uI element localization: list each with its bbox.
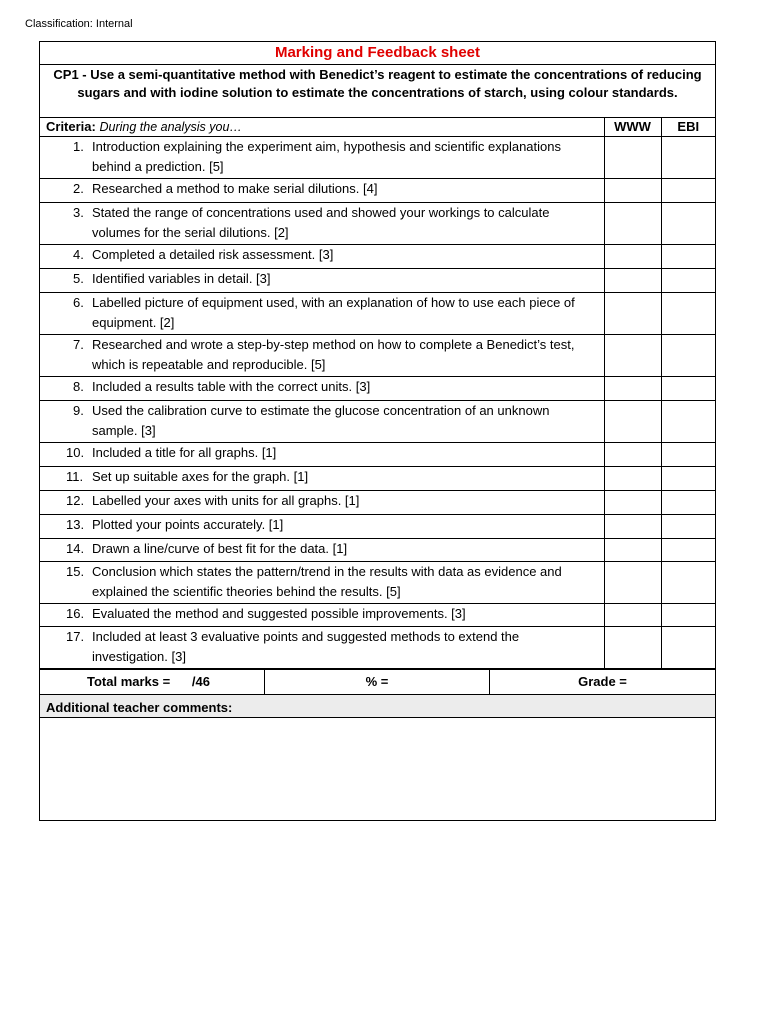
criterion-cell [40, 490, 604, 514]
criteria-row [40, 466, 715, 490]
criteria-row [40, 561, 715, 603]
criterion-number: 11. [66, 468, 84, 484]
www-cell[interactable] [604, 136, 661, 178]
criterion-cell [40, 561, 604, 603]
ebi-column-header: EBI [661, 118, 715, 136]
www-cell[interactable] [604, 334, 661, 376]
www-cell[interactable] [604, 466, 661, 490]
percent-cell[interactable]: % = [265, 670, 490, 694]
www-column-header: WWW [604, 118, 661, 136]
criterion-text: Identified variables in detail. [3] [92, 270, 271, 286]
www-cell[interactable] [604, 561, 661, 603]
totals-row [40, 669, 715, 694]
criterion-text: Introduction explaining the experiment aim, hypothesis and scientific explanations behind a prediction. [5] [92, 138, 561, 174]
criteria-header-row [40, 118, 715, 136]
www-cell[interactable] [604, 538, 661, 561]
criteria-row [40, 514, 715, 538]
criterion-text: Included at least 3 evaluative points and suggested methods to extend the investigation. [3] [92, 628, 520, 664]
criteria-row [40, 538, 715, 561]
criterion-cell [40, 202, 604, 244]
ebi-cell[interactable] [661, 268, 715, 292]
criteria-header [40, 118, 604, 136]
criteria-row [40, 490, 715, 514]
www-cell[interactable] [604, 244, 661, 268]
criterion-text: Stated the range of concentrations used and showed your workings to calculate volumes for the serial dilutions. [2] [92, 204, 550, 240]
www-cell[interactable] [604, 603, 661, 626]
ebi-cell[interactable] [661, 400, 715, 442]
marking-feedback-sheet [39, 41, 716, 821]
ebi-cell[interactable] [661, 603, 715, 626]
criterion-cell [40, 178, 604, 202]
ebi-cell[interactable] [661, 376, 715, 400]
classification-label: Classification: Internal [25, 18, 133, 30]
criterion-text: Evaluated the method and suggested possible improvements. [3] [92, 605, 466, 621]
criterion-cell [40, 514, 604, 538]
total-marks-cell[interactable]: Total marks = /46 [40, 670, 265, 694]
practical-description: CP1 - Use a semi-quantitative method with Benedict’s reagent to estimate the concentrations of reducing sugars and with iodine solution to estimate the concentrations of starch, using colour standards. [40, 65, 715, 118]
ebi-cell[interactable] [661, 626, 715, 668]
ebi-cell[interactable] [661, 334, 715, 376]
criteria-row [40, 626, 715, 668]
criterion-text: Conclusion which states the pattern/trend in the results with data as evidence and explained the scientific theories behind the results. [5] [92, 563, 562, 599]
criteria-row [40, 202, 715, 244]
criterion-cell [40, 244, 604, 268]
www-cell[interactable] [604, 490, 661, 514]
criterion-cell [40, 292, 604, 334]
criterion-text: Set up suitable axes for the graph. [1] [92, 468, 309, 484]
criteria-row [40, 603, 715, 626]
criteria-row [40, 442, 715, 466]
criterion-text: Used the calibration curve to estimate the glucose concentration of an unknown sample. [3] [92, 402, 550, 438]
criterion-number: 9. [73, 402, 84, 418]
criterion-number: 13. [66, 516, 85, 532]
ebi-cell[interactable] [661, 442, 715, 466]
criterion-number: 7. [73, 336, 84, 352]
criterion-cell [40, 136, 604, 178]
criterion-number: 5. [73, 270, 84, 286]
criterion-cell [40, 442, 604, 466]
ebi-cell[interactable] [661, 538, 715, 561]
criterion-cell [40, 538, 604, 561]
criteria-row [40, 178, 715, 202]
www-cell[interactable] [604, 202, 661, 244]
criterion-number: 12. [66, 492, 85, 508]
www-cell[interactable] [604, 442, 661, 466]
criteria-row [40, 334, 715, 376]
criterion-cell [40, 466, 604, 490]
ebi-cell[interactable] [661, 202, 715, 244]
criterion-number: 10. [66, 444, 85, 460]
criteria-row [40, 400, 715, 442]
criterion-cell [40, 603, 604, 626]
criteria-row [40, 292, 715, 334]
ebi-cell[interactable] [661, 244, 715, 268]
criterion-text: Labelled picture of equipment used, with an explanation of how to use each piece of equipment. [2] [92, 294, 575, 330]
criteria-table [40, 118, 715, 669]
www-cell[interactable] [604, 178, 661, 202]
ebi-cell[interactable] [661, 514, 715, 538]
criterion-cell [40, 376, 604, 400]
criteria-row [40, 268, 715, 292]
criterion-cell [40, 334, 604, 376]
www-cell[interactable] [604, 626, 661, 668]
criterion-number: 8. [73, 378, 84, 394]
criterion-number: 17. [66, 628, 85, 644]
criterion-number: 6. [73, 294, 84, 310]
ebi-cell[interactable] [661, 136, 715, 178]
criterion-number: 2. [73, 180, 84, 196]
criterion-text: Labelled your axes with units for all graphs. [1] [92, 492, 360, 508]
criteria-label: Criteria: [46, 119, 96, 135]
ebi-cell[interactable] [661, 490, 715, 514]
criteria-row [40, 136, 715, 178]
ebi-cell[interactable] [661, 466, 715, 490]
criterion-text: Researched a method to make serial dilutions. [4] [92, 180, 378, 196]
criterion-text: Completed a detailed risk assessment. [3] [92, 246, 334, 262]
ebi-cell[interactable] [661, 178, 715, 202]
criterion-cell [40, 268, 604, 292]
comments-box[interactable] [40, 718, 715, 820]
criterion-number: 16. [66, 605, 85, 621]
criteria-row [40, 244, 715, 268]
comments-heading: Additional teacher comments: [40, 694, 715, 718]
criterion-cell [40, 400, 604, 442]
ebi-cell[interactable] [661, 561, 715, 603]
criterion-text: Researched and wrote a step-by-step method on how to complete a Benedict’s test, which is repeatable and reproducible. [5] [92, 336, 575, 372]
www-cell[interactable] [604, 400, 661, 442]
criterion-number: 14. [66, 540, 85, 556]
www-cell[interactable] [604, 514, 661, 538]
ebi-cell[interactable] [661, 292, 715, 334]
criterion-text: Included a title for all graphs. [1] [92, 444, 277, 460]
grade-cell[interactable]: Grade = [578, 673, 627, 689]
criterion-cell [40, 626, 604, 668]
criteria-subheading: During the analysis you… [99, 120, 242, 135]
www-cell[interactable] [604, 292, 661, 334]
www-cell[interactable] [604, 268, 661, 292]
sheet-title: Marking and Feedback sheet [40, 42, 715, 65]
www-cell[interactable] [604, 376, 661, 400]
criterion-number: 3. [73, 204, 84, 220]
criterion-text: Plotted your points accurately. [1] [92, 516, 284, 532]
criterion-text: Included a results table with the correct units. [3] [92, 378, 371, 394]
criterion-number: 4. [73, 246, 84, 262]
criteria-row [40, 376, 715, 400]
criterion-text: Drawn a line/curve of best fit for the data. [1] [92, 540, 348, 556]
criterion-number: 1. [73, 138, 84, 154]
criterion-number: 15. [66, 563, 85, 579]
